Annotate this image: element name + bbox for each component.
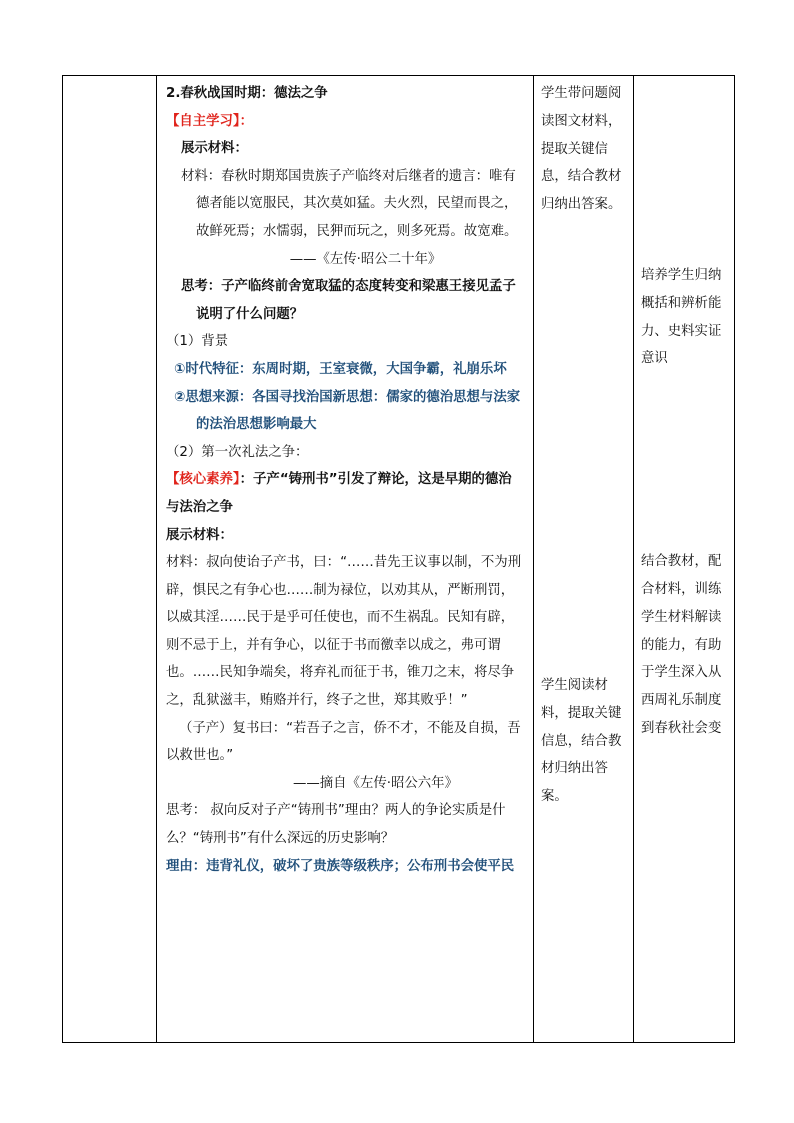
section-title: 2.春秋战国时期：德法之争 [166, 86, 328, 101]
debate-heading: （2）第一次礼法之争： [166, 444, 309, 460]
self-study-tag: 【自主学习】： [166, 113, 254, 129]
think-question: 思考：子产临终前舍宽取猛的态度转变和梁惠王接见孟子说明了什么问题？ [181, 279, 516, 322]
point-era-feature: ①时代特征：东周时期，王室衰微，大国争霸，礼崩乐坏 [174, 361, 507, 377]
design-intent-text: 培养学生归纳概括和辨析能力、史料实证意识 [641, 268, 722, 367]
point-idea-source: ②思想来源：各国寻找治国新思想：儒家的德治思想与法家的法治思想影响最大 [174, 389, 521, 433]
answer-text: 理由：违背礼仪，破坏了贵族等级秩序；公布刑书会使平民 [166, 858, 515, 874]
student-activity-cell [534, 76, 634, 1043]
think-question: 思考： 叔向反对子产“铸刑书”理由？两人的争论实质是什么？“铸刑书”有什么深远的历史影响？ [166, 803, 506, 847]
design-intent-cell [634, 76, 735, 1043]
material-text: 材料：叔向使诒子产书，曰：“……昔先王议事以制，不为刑辟，惧民之有争心也……制为禄位，以劝其从，严断刑罚，以威其淫……民于是乎可任使也，而不生祸乱。民知有辟，则不忌于上，并有争心，以征于书而徼幸以成之，弗可谓也。……民知争端矣，将弃礼而征于书，锥刀之末，将尽争之，乱狱滋丰，贿赂并行，终子之世，郑其败乎！” [166, 555, 522, 709]
reply-text: （子产）复书曰：“若吾子之言，侨不才，不能及自损，吾以救世也。” [166, 720, 521, 764]
material-text: 材料：春秋时期郑国贵族子产临终对后继者的遗言：唯有德者能以宽服民，其次莫如猛。夫火烈，民望而畏之，故鲜死焉；水懦弱，民狎而玩之，则多死焉。故宽难。 [181, 168, 518, 239]
background-heading: （1）背景 [166, 334, 229, 350]
design-intent-text: 结合教材，配合材料，训练学生材料解读的能力，有助于学生深入从西周礼乐制度到春秋社会变 [641, 554, 722, 736]
student-activity-text: 学生阅读材料，提取关键信息，结合教材归纳出答案。 [541, 677, 622, 805]
core-literacy-text: ：子产“铸刑书”引发了辩论，这是早期的德治与法治之争 [166, 472, 512, 515]
core-literacy-tag: 【核心素养】 [166, 472, 240, 488]
show-material-label: 展示材料： [166, 527, 233, 543]
citation: ——摘自《左传·昭公六年》 [293, 775, 458, 791]
student-activity-text: 学生带问题阅读图文材料，提取关键信息，结合教材归纳出答案。 [541, 86, 622, 213]
empty-column [63, 76, 157, 1043]
show-material-label: 展示材料： [181, 141, 248, 157]
lesson-plan-table [62, 75, 735, 1043]
teaching-content-cell [157, 76, 534, 1043]
citation: ——《左传·昭公二十年》 [289, 251, 442, 267]
